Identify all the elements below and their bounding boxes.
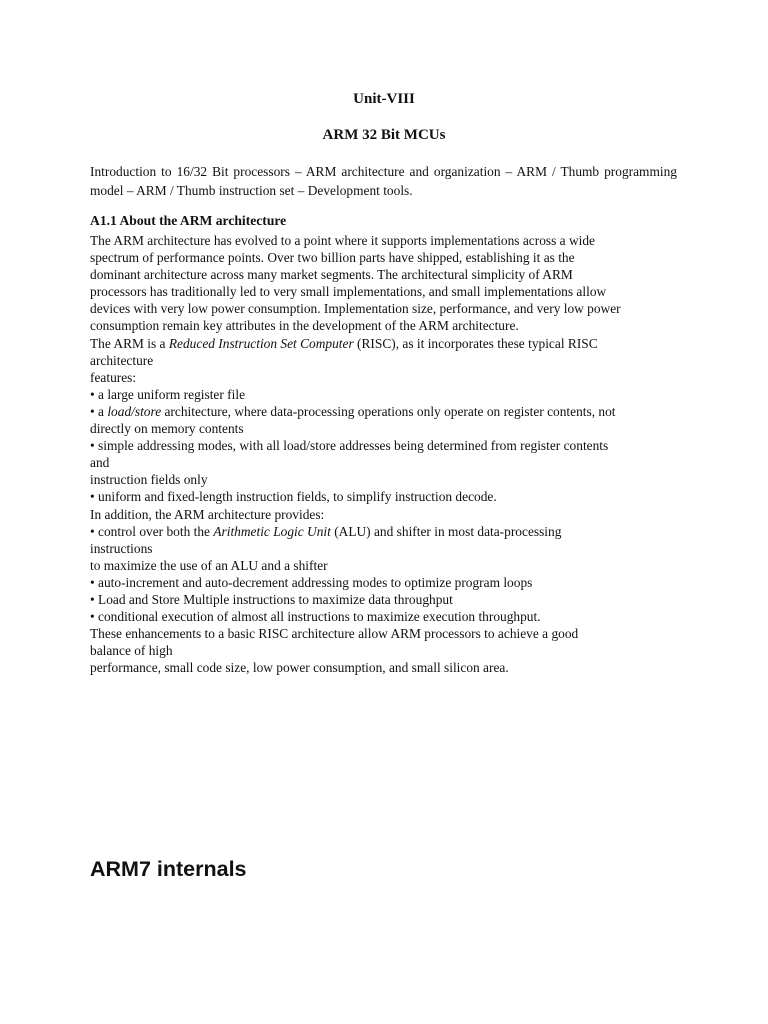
unit-title: Unit-VIII xyxy=(353,91,415,107)
body-line: spectrum of performance points. Over two billion parts have shipped, establishing it as the xyxy=(90,250,575,266)
body-line: directly on memory contents xyxy=(90,421,244,437)
bullet-item xyxy=(90,523,621,540)
body-line: The ARM architecture has evolved to a point where it supports implementations across a wide xyxy=(90,233,595,248)
bullet-item xyxy=(90,403,621,420)
bullet-item: • uniform and fixed-length instruction fields, to simplify instruction decode. xyxy=(90,489,497,505)
bullet-item: • a large uniform register file xyxy=(90,386,246,402)
document-title: ARM 32 Bit MCUs xyxy=(322,127,446,143)
body-line: dominant architecture across many market segments. The architectural simplicity of ARM xyxy=(90,267,573,283)
body-text: (ALU) and shifter in most data-processing xyxy=(330,523,562,539)
load-store-term: load/store xyxy=(107,403,162,419)
body-line xyxy=(90,335,621,352)
bullet-item: • Load and Store Multiple instructions to maximize data throughput xyxy=(90,591,453,607)
arm7-heading: ARM7 internals xyxy=(90,857,247,881)
body-line: architecture xyxy=(90,352,154,368)
body-line: balance of high xyxy=(90,643,173,659)
body-line: features: xyxy=(90,369,137,385)
body-line: These enhancements to a basic RISC architecture allow ARM processors to achieve a good xyxy=(90,626,579,642)
risc-term: Reduced Instruction Set Computer xyxy=(168,335,354,351)
body-line: consumption remain key attributes in the development of the ARM architecture. xyxy=(90,318,519,334)
body-line: and xyxy=(90,455,110,471)
body-line: performance, small code size, low power consumption, and small silicon area. xyxy=(90,660,509,676)
alu-term: Arithmetic Logic Unit xyxy=(213,523,331,539)
body-line: In addition, the ARM architecture provides: xyxy=(90,506,325,522)
body-text: • a xyxy=(90,403,108,419)
body-line: devices with very low power consumption. Implementation size, performance, and very low power xyxy=(90,301,621,317)
section-body xyxy=(90,232,621,676)
body-text: (RISC), as it incorporates these typical RISC xyxy=(353,335,598,351)
bullet-item: • auto-increment and auto-decrement addressing modes to optimize program loops xyxy=(90,574,533,590)
section-heading: A1.1 About the ARM architecture xyxy=(90,213,287,228)
body-line: processors has traditionally led to very small implementations, and small implementations allow xyxy=(90,284,607,300)
intro-paragraph xyxy=(90,162,677,200)
body-line: instruction fields only xyxy=(90,472,208,488)
body-text: The ARM is a xyxy=(90,335,169,351)
intro-text: Introduction to 16/32 Bit processors – ARM architecture and organization – ARM / Thumb programming model – ARM / Thumb instruction set – Development tools. xyxy=(90,164,677,198)
body-line: instructions xyxy=(90,540,153,556)
bullet-item: • conditional execution of almost all instructions to maximize execution throughput. xyxy=(90,609,541,625)
body-line: to maximize the use of an ALU and a shifter xyxy=(90,557,328,573)
body-text: • control over both the xyxy=(90,523,214,539)
body-text: architecture, where data-processing operations only operate on register contents, not xyxy=(161,403,616,419)
bullet-item: • simple addressing modes, with all load/store addresses being determined from register contents xyxy=(90,438,609,454)
